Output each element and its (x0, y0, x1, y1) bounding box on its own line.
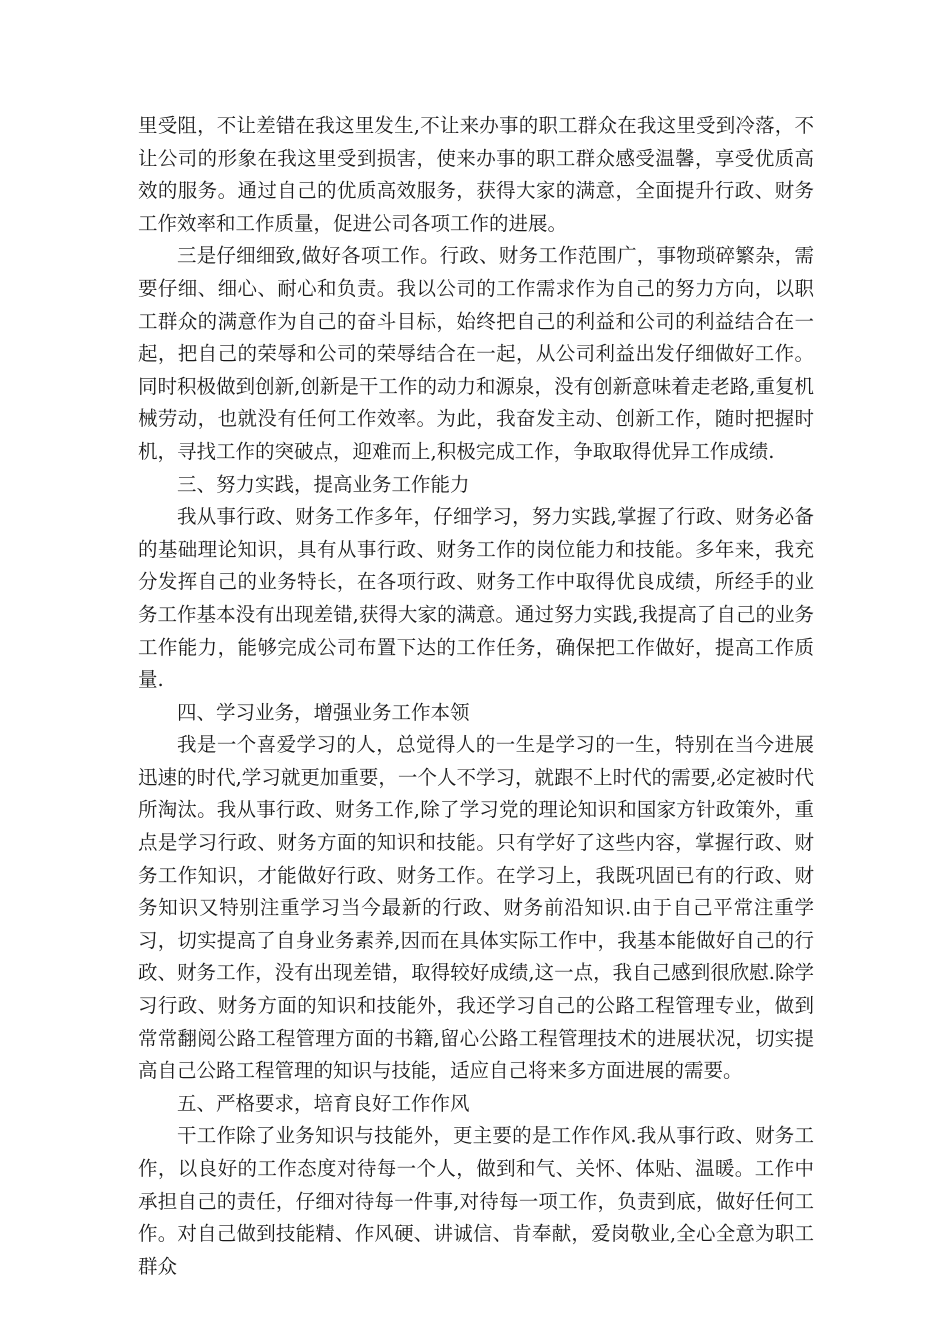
paragraph-learning: 我是一个喜爱学习的人，总觉得人的一生是学习的一生，特别在当今进展迅速的时代,学习就更加重要，一个人不学习，就跟不上时代的需要,必定被时代所淘汰。我从事行政、财务工作,除了学习党的理论知识和国家方针政策外，重点是学习行政、财务方面的知识和技能。只有学好了这些内容，掌握行政、财务工作知识，才能做好行政、财务工作。在学习上，我既巩固已有的行政、财务知识又特别注重学习当今最新的行政、财务前沿知识.由于自己平常注重学习，切实提高了自身业务素养,因而在具体实际工作中，我基本能做好自己的行政、财务工作，没有出现差错，取得较好成绩,这一点，我自己感到很欣慰.除学习行政、财务方面的知识和技能外，我还学习自己的公路工程管理专业，做到常常翻阅公路工程管理方面的书籍,留心公路工程管理技术的进展状况，切实提高自己公路工程管理的知识与技能，适应自己将来多方面进展的需要。 (138, 733, 814, 1083)
paragraph-continuation: 里受阻，不让差错在我这里发生,不让来办事的职工群众在我这里受到冷落，不让公司的形象在我这里受到损害，使来办事的职工群众感受温馨，享受优质高效的服务。通过自己的优质高效服务，获得大家的满意，全面提升行政、财务工作效率和工作质量，促进公司各项工作的进展。 (138, 114, 814, 235)
section-heading-4: 四、学习业务，增强业务工作本领 (177, 700, 470, 724)
section-heading-5: 五、严格要求，培育良好工作作风 (177, 1091, 470, 1115)
paragraph-point-three: 三是仔细细致,做好各项工作。行政、财务工作范围广，事物琐碎繁杂，需要仔细、细心、耐心和负责。我以公司的工作需求作为自己的努力方向，以职工群众的满意作为自己的奋斗目标，始终把自己的利益和公司的利益结合在一起，把自己的荣辱和公司的荣辱结合在一起，从公司利益出发仔细做好工作。同时积极做到创新,创新是干工作的动力和源泉，没有创新意味着走老路,重复机械劳动，也就没有任何工作效率。为此，我奋发主动、创新工作，随时把握时机，寻找工作的突破点，迎难而上,积极完成工作，争取取得优异工作成绩. (138, 244, 814, 463)
paragraph-work-style: 干工作除了业务知识与技能外，更主要的是工作作风.我从事行政、财务工作，以良好的工作态度对待每一个人，做到和气、关怀、体贴、温暖。工作中承担自己的责任，仔细对待每一件事,对待每一项工作，负责到底，做好任何工作。对自己做到技能精、作风硬、讲诚信、肯奉献，爱岗敬业,全心全意为职工群众 (138, 1124, 814, 1278)
document-body (138, 110, 814, 1283)
section-heading-3: 三、努力实践，提高业务工作能力 (177, 472, 470, 496)
paragraph-practice: 我从事行政、财务工作多年，仔细学习，努力实践,掌握了行政、财务必备的基础理论知识，具有从事行政、财务工作的岗位能力和技能。多年来，我充分发挥自己的业务特长，在各项行政、财务工作中取得优良成绩，所经手的业务工作基本没有出现差错,获得大家的满意。通过努力实践,我提高了自己的业务工作能力，能够完成公司布置下达的工作任务，确保把工作做好，提高工作质量. (138, 505, 814, 692)
